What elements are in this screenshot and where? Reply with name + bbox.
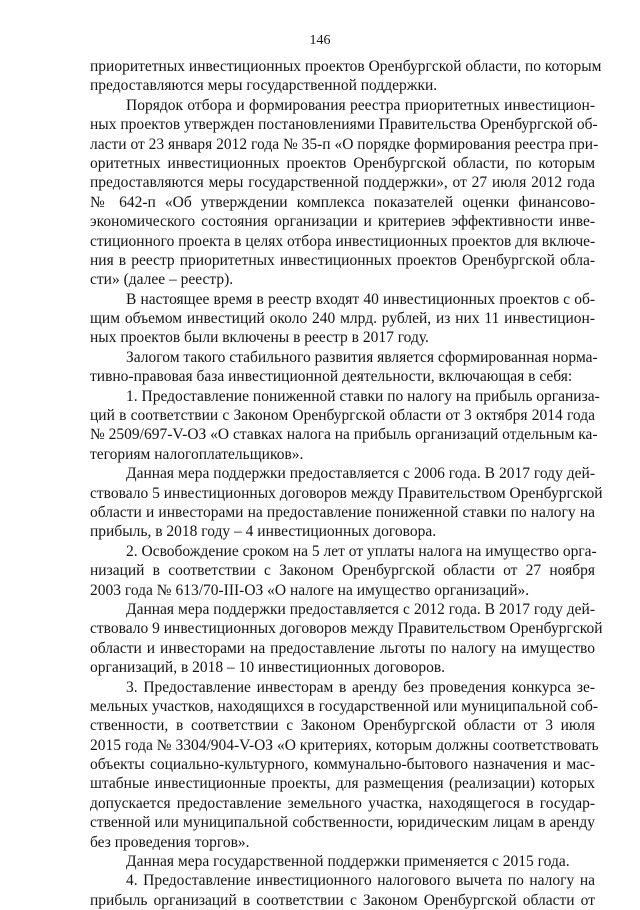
text-line: области и инвесторами на предоставление пониженной ставки по налогу на xyxy=(90,503,595,521)
paragraph xyxy=(90,871,595,910)
paragraph xyxy=(90,542,595,600)
text-line: Данная мера поддержки предоставляется с 2012 года. В 2017 году дей- xyxy=(126,600,595,618)
text-line: стиционного проекта в целях отбора инвестиционных проектов для включе- xyxy=(90,232,596,250)
text-line: В настоящее время в реестр входят 40 инвестиционных проектов с об- xyxy=(126,290,595,308)
text-line: ласти от 23 января 2012 года № 35-п «О порядке формирования реестра при- xyxy=(90,135,599,153)
text-line: 4. Предоставление инвестиционного налогового вычета по налогу на xyxy=(126,872,595,890)
text-line: допускается предоставление земельного участка, находящегося в государ- xyxy=(90,794,595,812)
text-line: предоставляются меры государственной поддержки. xyxy=(90,77,438,95)
text-line: ственной или муниципальной собственности, юридическим лицам в аренду xyxy=(90,814,595,832)
text-line: № 642-п «Об утверждении комплекса показателей оценки финансово- xyxy=(90,193,595,211)
text-line: 2. Освобождение сроком на 5 лет от уплаты налога на имущество орга- xyxy=(126,542,597,560)
text-line: Данная мера поддержки предоставляется с 2006 года. В 2017 году дей- xyxy=(126,465,595,483)
text-line: мельных участков, находящихся в государственной или муниципальной соб- xyxy=(90,697,599,715)
text-line: ствовало 9 инвестиционных договоров между Правительством Оренбургской xyxy=(90,620,603,638)
text-line: организаций, в 2018 – 10 инвестиционных договоров. xyxy=(90,659,446,677)
paragraph xyxy=(90,290,595,348)
text-line: сти» (далее – реестр). xyxy=(90,271,234,289)
page-number: 146 xyxy=(309,33,331,48)
text-line: тегориям налогоплательщиков». xyxy=(90,445,304,463)
paragraph xyxy=(90,852,595,871)
text-line: Порядок отбора и формирования реестра приоритетных инвестицион- xyxy=(126,96,595,114)
text-line: ния в реестр приоритетных инвестиционных проектов Оренбургской обла- xyxy=(90,251,595,269)
text-line: ций в соответствии с Законом Оренбургской области от 3 октября 2014 года xyxy=(90,407,595,425)
text-line: приоритетных инвестиционных проектов Оренбургской области, по которым xyxy=(90,58,602,75)
paragraph xyxy=(90,678,599,853)
text-line: ственности, в соответствии с Законом Оренбургской области от 3 июля xyxy=(90,717,595,735)
paragraph xyxy=(90,348,598,387)
paragraph xyxy=(90,464,603,542)
text-line: предоставляются меры государственной поддержки», от 27 июля 2012 года xyxy=(90,174,595,192)
text-line: щим объемом инвестиций около 240 млрд. рублей, из них 11 инвестицион- xyxy=(90,310,595,328)
paragraph xyxy=(90,387,600,465)
text-line: ных проектов утвержден постановлениями Правительства Оренбургской об- xyxy=(90,116,598,134)
text-line: 1. Предоставление пониженной ставки по налогу на прибыль организа- xyxy=(126,387,600,405)
text-line: 2003 года № 613/70-III-ОЗ «О налоге на имущество организаций». xyxy=(90,581,530,599)
text-line: области и инвесторами на предоставление льготы по налогу на имущество xyxy=(90,639,595,657)
text-line: тивно-правовая база инвестиционной деятельности, включающая в себя: xyxy=(90,368,573,386)
text-line: Данная мера государственной поддержки применяется с 2015 года. xyxy=(126,853,570,871)
text-line: объекты социально-культурного, коммунально-бытового назначения и мас- xyxy=(90,756,595,774)
text-line: штабные инвестиционные проекты, для размещения (реализации) которых xyxy=(90,775,595,793)
text-line: прибыль, в 2018 году – 4 инвестиционных договора. xyxy=(90,523,437,541)
text-line: Залогом такого стабильного развития является сформированная норма- xyxy=(126,348,598,366)
text-line: без проведения торгов». xyxy=(90,833,250,851)
text-line: прибыль организаций в соответствии с Законом Оренбургской области от xyxy=(90,891,595,909)
text-line: № 2509/697-V-ОЗ «О ставках налога на прибыль организаций отдельным ка- xyxy=(90,426,598,444)
body-text xyxy=(90,57,603,910)
text-line: ных проектов были включены в реестр в 2017 году. xyxy=(90,329,429,347)
text-line: 3. Предоставление инвесторам в аренду без проведения конкурса зе- xyxy=(126,678,595,696)
text-line: оритетных инвестиционных проектов Оренбургской области, по которым xyxy=(90,154,595,172)
text-line: 2015 года № 3304/904-V-ОЗ «О критериях, которым должны соответствовать xyxy=(90,736,599,754)
text-line: экономического состояния организации и критериев эффективности инве- xyxy=(90,213,595,231)
text-line: низаций в соответствии с Законом Оренбургской области от 27 ноября xyxy=(90,562,595,580)
paragraph xyxy=(90,57,602,96)
paragraph xyxy=(90,96,599,290)
paragraph xyxy=(90,600,603,678)
text-line: ствовало 5 инвестиционных договоров между Правительством Оренбургской xyxy=(90,484,603,502)
